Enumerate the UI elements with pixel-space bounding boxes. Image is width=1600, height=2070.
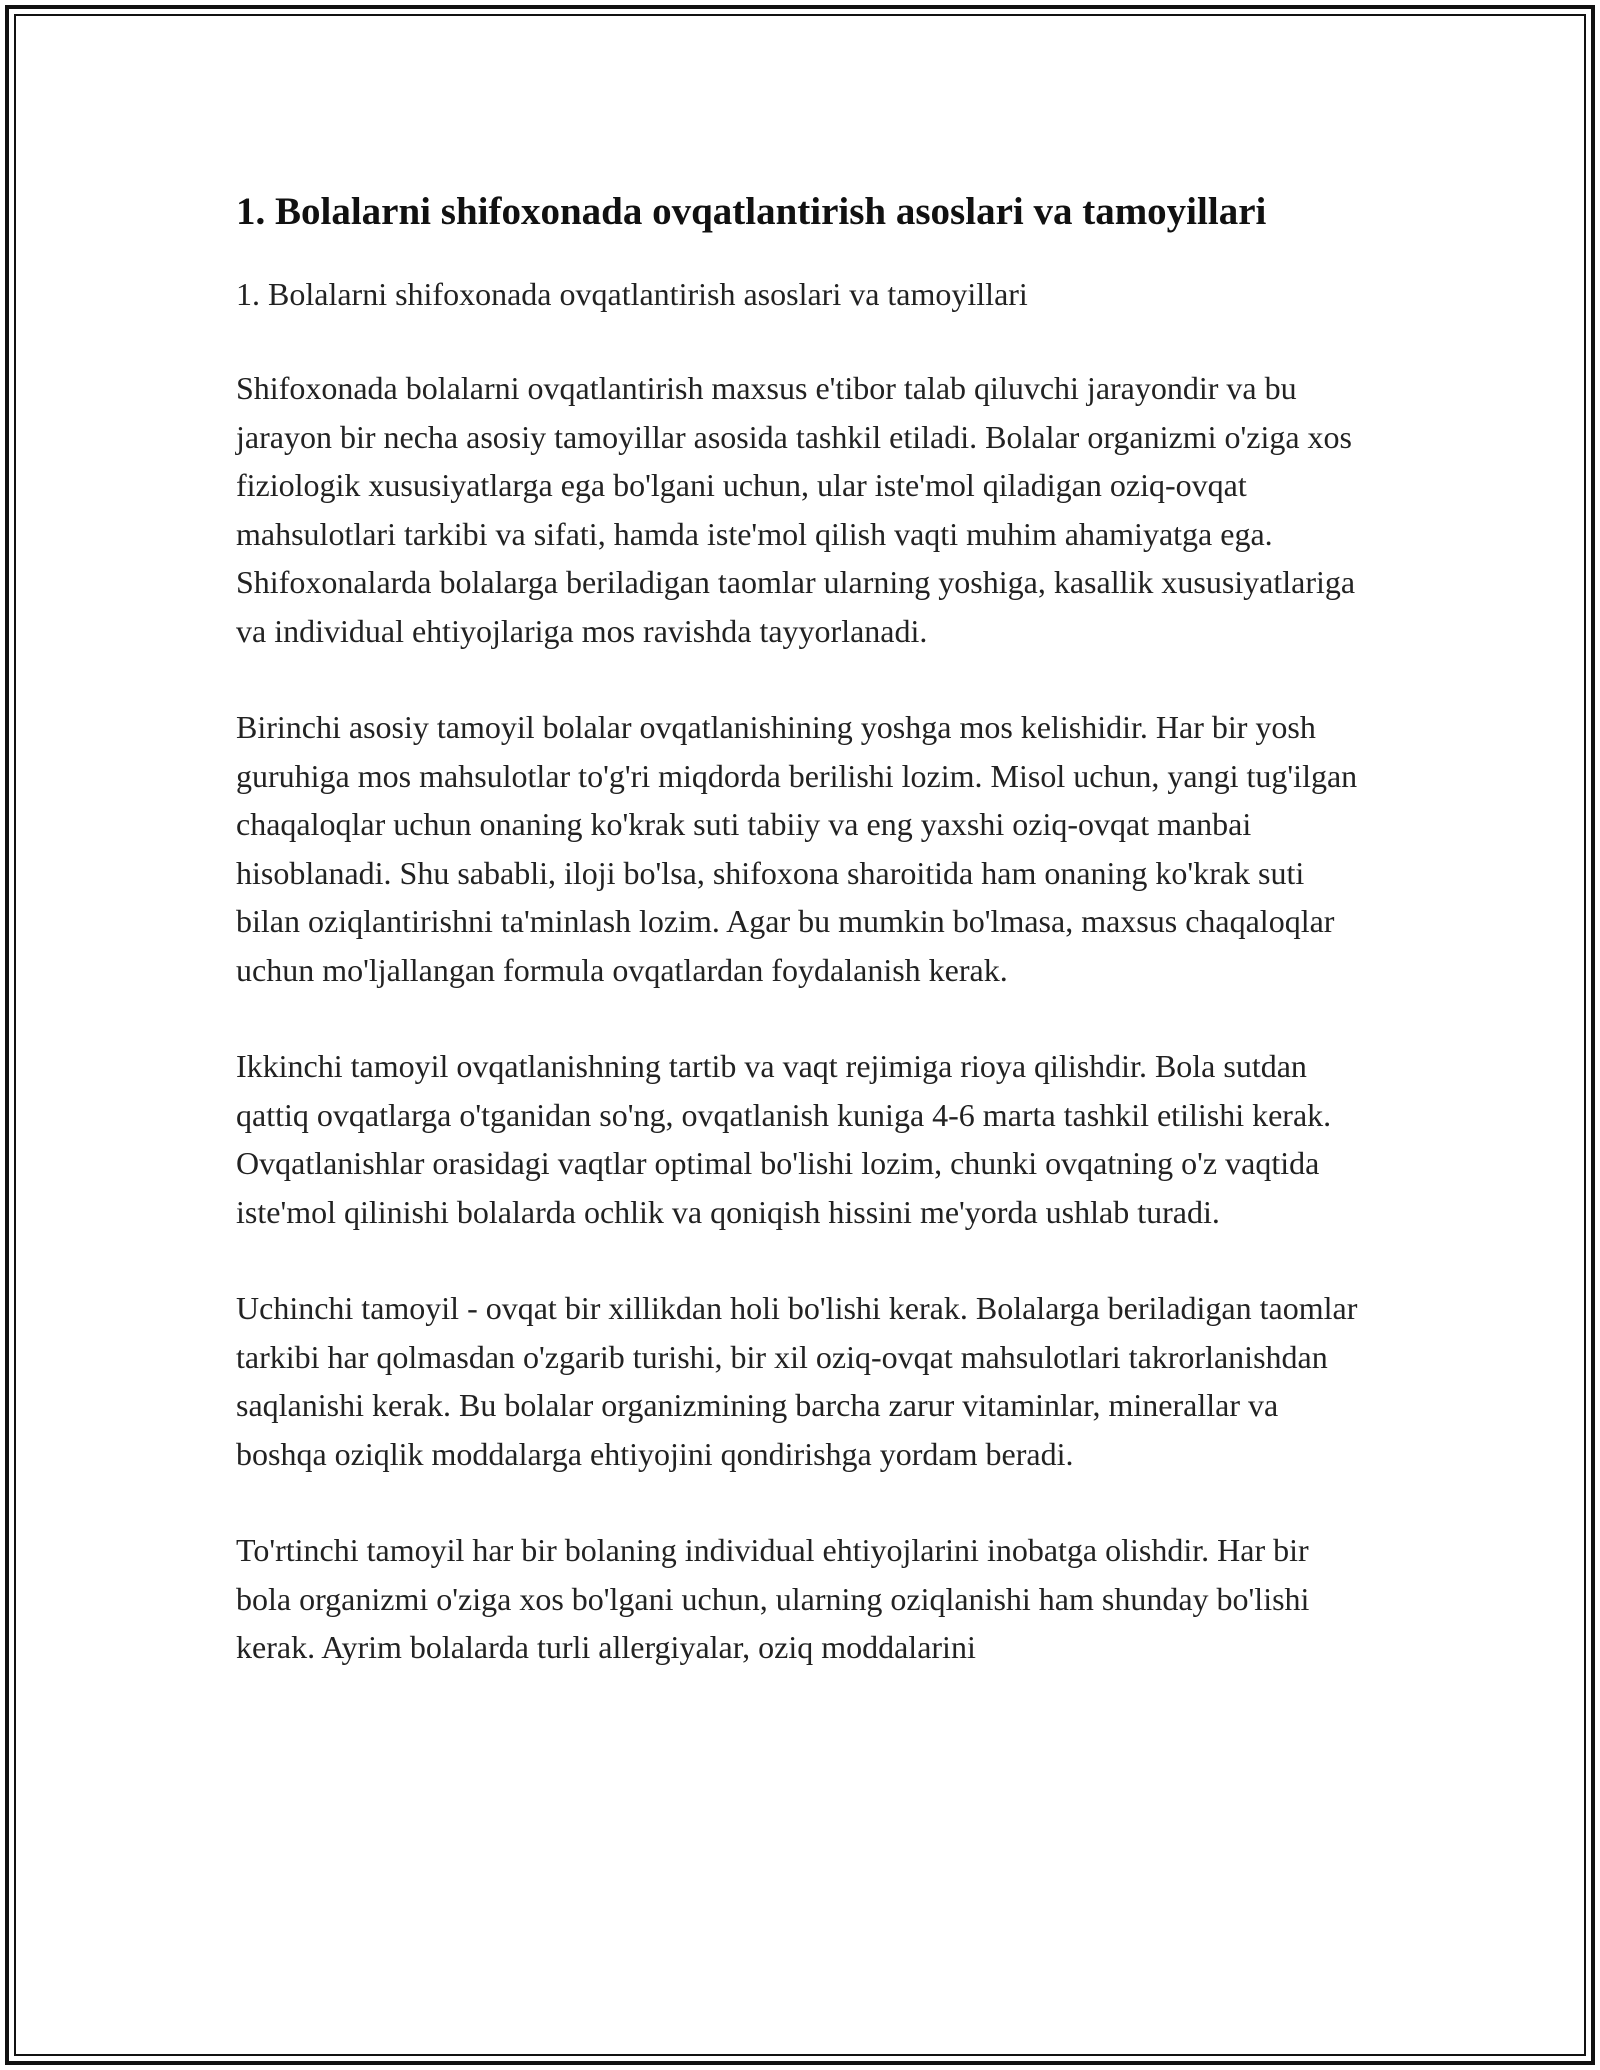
document-heading: 1. Bolalarni shifoxonada ovqatlantirish asoslari va tamoyillari bbox=[236, 190, 1267, 233]
paragraph-intro: Shifoxonada bolalarni ovqatlantirish maxsus e'tibor talab qiluvchi jarayondir va bu jarayon bir necha asosiy tamoyillar asosida tashkil etiladi. Bolalar organizmi o'ziga xos fiziologik xususiyatlarga ega bo'lgani uchun, ular iste'mol qiladigan oziq-ovqat mahsulotlari tarkibi va sifati, hamda iste'mol qilish vaqti muhim ahamiyatga ega. Shifoxonalarda bolalarga beriladigan taomlar ularning yoshiga, kasallik xususiyatlariga va individual ehtiyojlariga mos ravishda tayyorlanadi. bbox=[236, 370, 1356, 649]
document-body bbox=[236, 186, 1366, 1720]
paragraph-principle-4: To'rtinchi tamoyil har bir bolaning individual ehtiyojlarini inobatga olishdir. Har bir bola organizmi o'ziga xos bo'lgani uchun, ularning oziqlanishi ham shunday bo'lishi kerak. Ayrim bolalarda turli allergiyalar, oziq moddalarini bbox=[236, 1532, 1310, 1665]
document-subheading: 1. Bolalarni shifoxonada ovqatlantirish asoslari va tamoyillari bbox=[236, 276, 1028, 312]
paragraph-principle-2: Ikkinchi tamoyil ovqatlanishning tartib va vaqt rejimiga rioya qilishdir. Bola sutdan qattiq ovqatlarga o'tganidan so'ng, ovqatlanish kuniga 4-6 marta tashkil etilishi kerak. Ovqatlanishlar orasidagi vaqtlar optimal bo'lishi lozim, chunki ovqatning o'z vaqtida iste'mol qilinishi bolalarda ochlik va qoniqish hissini me'yorda ushlab turadi. bbox=[236, 1048, 1332, 1230]
paragraph-principle-1: Birinchi asosiy tamoyil bolalar ovqatlanishining yoshga mos kelishidir. Har bir yosh guruhiga mos mahsulotlar to'g'ri miqdorda berilishi lozim. Misol uchun, yangi tug'ilgan chaqaloqlar uchun onaning ko'krak suti tabiiy va eng yaxshi oziq-ovqat manbai hisoblanadi. Shu sababli, iloji bo'lsa, shifoxona sharoitida ham onaning ko'krak suti bilan oziqlantirishni ta'minlash lozim. Agar bu mumkin bo'lmasa, maxsus chaqaloqlar uchun mo'ljallangan formula ovqatlardan foydalanish kerak. bbox=[236, 709, 1358, 988]
paragraph-principle-3: Uchinchi tamoyil - ovqat bir xillikdan holi bo'lishi kerak. Bolalarga beriladigan taomlar tarkibi har qolmasdan o'zgarib turishi, bir xil oziq-ovqat mahsulotlari takrorlanishdan saqlanishi kerak. Bu bolalar organizmining barcha zarur vitaminlar, minerallar va boshqa oziqlik moddalarga ehtiyojini qondirishga yordam beradi. bbox=[236, 1290, 1358, 1472]
